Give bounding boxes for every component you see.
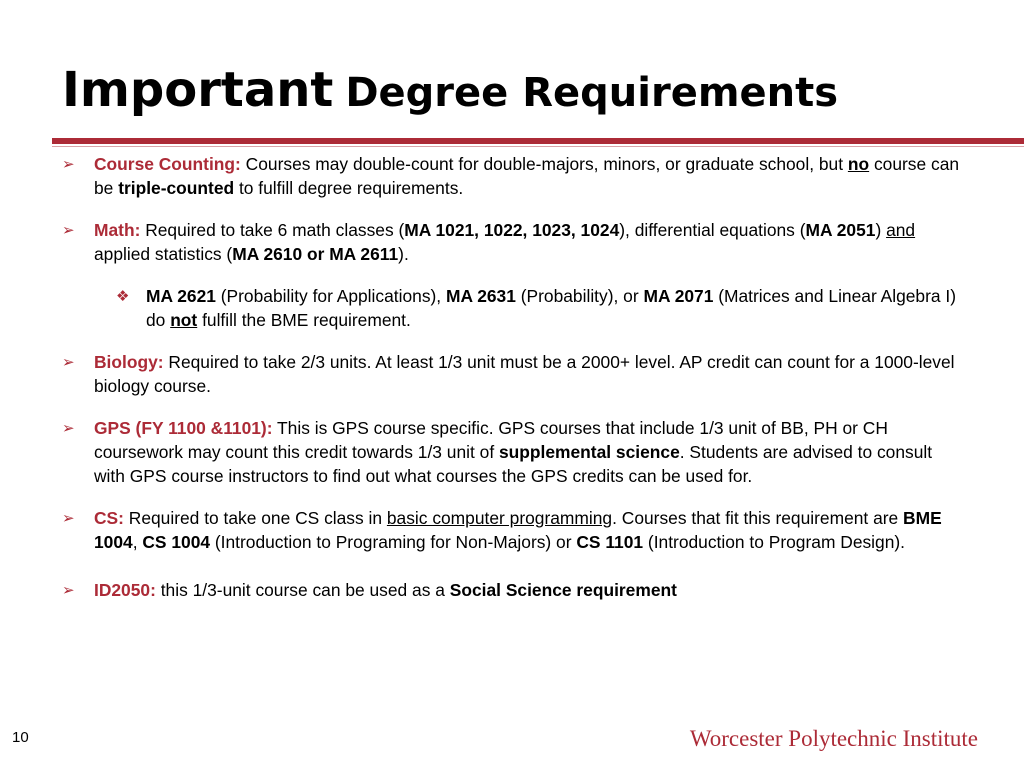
bullet-text: this 1/3-unit course can be used as a [155, 580, 450, 600]
bullet-course-counting [62, 152, 962, 200]
bullet-text: Required to take 2/3 units. At least 1/3 unit must be a 2000+ level. AP credit can count for a 1000-level biology course. [94, 352, 955, 396]
slide-title [62, 62, 839, 118]
bullet-text: (Matrices and Linear Algebra I) do [146, 286, 957, 330]
arrow-bullet-icon: ➢ [62, 221, 75, 239]
bullet-text: ) [875, 220, 887, 240]
bullet-text: fulfill the BME requirement. [197, 310, 411, 330]
title-divider [52, 138, 1024, 144]
bullet-list [62, 152, 962, 602]
course-codes: MA 1021, 1022, 1023, 1024 [404, 220, 620, 240]
arrow-bullet-icon: ➢ [62, 509, 75, 527]
emphasis-supplemental-science: supplemental science [499, 442, 680, 462]
course-codes: MA 2610 or MA 2611 [232, 244, 399, 264]
emphasis-social-science: Social Science requirement [449, 580, 677, 600]
arrow-bullet-icon: ➢ [62, 155, 75, 173]
sub-bullet-math-exclusions [62, 284, 962, 332]
course-code: MA 2071 [643, 286, 714, 306]
bullet-label: CS: [94, 508, 124, 528]
arrow-bullet-icon: ➢ [62, 353, 75, 371]
emphasis-basic-programming: basic computer programming [386, 508, 613, 528]
bullet-text: . Students are advised to consult with GPS course instructors to find out what courses the GPS credits can be used for. [94, 442, 933, 486]
bullet-label: Course Counting: [94, 154, 241, 174]
emphasis-and: and [886, 220, 916, 240]
bullet-label: Biology: [94, 352, 164, 372]
emphasis-no: no [847, 154, 870, 174]
bullet-text: This is GPS course specific. GPS courses that include 1/3 unit of BB, PH or CH coursework may count this credit towards 1/3 unit of [94, 418, 888, 462]
slide-number: 10 [12, 729, 29, 746]
course-code: CS 1004 [142, 532, 211, 552]
bullet-text: Courses may double-count for double-majors, minors, or graduate school, but [240, 154, 848, 174]
title-rest: Degree Requirements [345, 70, 839, 116]
bullet-cs [62, 506, 962, 554]
arrow-bullet-icon: ➢ [62, 419, 75, 437]
bullet-text: (Introduction to Program Design). [643, 532, 906, 552]
bullet-text: to fulfill degree requirements. [234, 178, 464, 198]
course-code: MA 2621 [146, 286, 216, 306]
bullet-text: . Courses that fit this requirement are [612, 508, 904, 528]
bullet-text: , [132, 532, 143, 552]
bullet-text: course can be [94, 154, 960, 198]
bullet-biology [62, 350, 962, 398]
emphasis-triple-counted: triple-counted [118, 178, 235, 198]
bullet-label: GPS (FY 1100 &1101): [94, 418, 273, 438]
course-code: MA 2631 [445, 286, 516, 306]
bullet-label: Math: [94, 220, 141, 240]
bullet-math [62, 218, 962, 266]
bullet-text: (Probability for Applications), [215, 286, 446, 306]
emphasis-not: not [170, 310, 198, 330]
title-divider-shadow [52, 146, 1024, 147]
course-code: CS 1101 [576, 532, 644, 552]
bullet-text: (Probability), or [515, 286, 644, 306]
bullet-gps [62, 416, 962, 488]
bullet-id2050 [62, 578, 962, 602]
course-code: MA 2051 [805, 220, 876, 240]
bullet-text: Required to take 6 math classes ( [140, 220, 405, 240]
bullet-text: (Introduction to Programing for Non-Majors) or [210, 532, 577, 552]
arrow-bullet-icon: ➢ [62, 581, 75, 599]
bullet-text: ), differential equations ( [619, 220, 806, 240]
bullet-label: ID2050: [94, 580, 156, 600]
title-emphasis: Important [62, 62, 334, 118]
institution-name: Worcester Polytechnic Institute [689, 726, 978, 751]
bullet-text: Required to take one CS class in [123, 508, 387, 528]
course-code: BME 1004 [94, 508, 942, 552]
diamond-bullet-icon: ❖ [116, 287, 130, 305]
bullet-text: applied statistics ( [94, 244, 233, 264]
bullet-text: ). [398, 244, 409, 264]
